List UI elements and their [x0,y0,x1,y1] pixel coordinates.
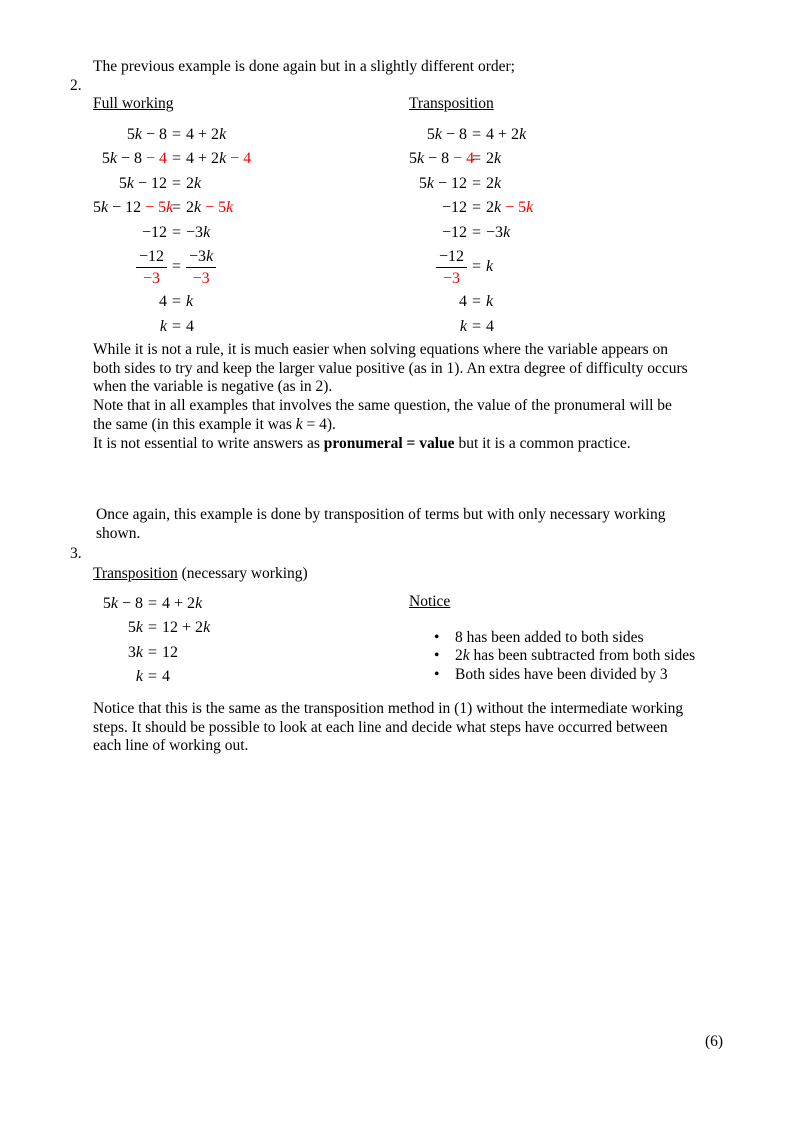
equation-line: 5k − 8 = 4 + 2k [426,125,527,143]
equals-sign: = [172,223,182,241]
notice-bullet-list [409,629,749,685]
equals-sign: = [148,594,158,612]
notice-panel [409,593,749,685]
fraction: $\frac{-3k}{-3}$ [186,247,216,288]
equals-sign: = [472,223,482,241]
section-3-number: 3. [70,545,82,562]
bullet-text: 8 has been added to both sides [455,628,644,646]
transposition-column [409,95,753,339]
equals-sign: = [148,668,158,686]
fraction: $\frac{-12}{-3}$ [136,247,167,288]
transposition-equations [409,123,753,340]
equation-line: 4 = k [159,293,194,311]
text-fragment: but it is a common practice. [454,434,631,452]
equation-line: 5k − 8 = 4 + 2k [102,594,203,612]
equation-line: k = 4 [459,317,495,335]
section-3-intro [96,506,716,543]
text-fragment: = 4). [302,415,336,433]
equation-line: 5k − 12 = 2k [118,174,202,192]
equation-line: 5k − 8 − 4 = 2k [409,150,502,168]
equals-sign: = [148,619,158,637]
equals-sign: = [172,125,182,143]
equals-sign: = [472,199,482,217]
equals-sign: = [472,317,482,335]
discussion-paragraph [93,341,743,453]
equation-line: 5k − 8 = 4 + 2k [126,125,227,143]
variable-k: k [462,647,470,665]
equals-sign: = [472,125,482,143]
section-3-equations [96,592,396,690]
discussion-line: both sides to try and keep the larger value positive (as in 1). An extra degree of difficulty occurs [93,359,688,377]
equals-sign: = [148,643,158,661]
variable-k: k [295,415,303,433]
bullet-item [409,666,749,685]
equals-sign: = [472,258,482,276]
closing-line: steps. It should be possible to look at each line and decide what steps have occurred between [93,718,668,736]
discussion-line: Note that in all examples that involves the same question, the value of the pronumeral will be [93,397,672,415]
closing-paragraph [93,700,743,756]
equals-sign: = [472,174,482,192]
equation-line: 3k = 12 [127,643,179,661]
closing-line: each line of working out. [93,737,249,755]
equation-line: k = 4 [159,317,195,335]
equation-line: 5k − 12 = 2k [418,174,502,192]
discussion-line [93,416,743,435]
intro-line: shown. [96,524,141,542]
text-fragment: the same (in this example it was [93,415,296,433]
equation-line: −12 = −3k [441,223,511,241]
transposition-heading: Transposition [409,95,494,112]
fraction: $\frac{-12}{-3}$ [436,247,467,288]
intro-line: Once again, this example is done by transposition of terms but with only necessary working [96,506,666,523]
equation-line: −12 = −3k [141,223,211,241]
equation-line [93,245,409,290]
text-fragment: It is not essential to write answers as [93,434,324,452]
bullet-text: 2 [455,647,463,665]
equals-sign: = [172,293,182,311]
equation-line: $\frac{-12}{-3}$ = k [409,245,753,290]
full-working-column [93,95,409,339]
bullet-text: has been subtracted from both sides [469,647,696,665]
discussion-line [93,435,743,454]
equation-line: 5k − 12 − 5k = 2k − 5k [93,199,234,217]
page-number: (6) [705,1033,724,1050]
full-working-heading: Full working [93,95,174,112]
section-3-heading [93,565,308,584]
equation-line: k = 4 [135,668,171,686]
equals-sign: = [172,199,182,217]
bullet-text: Both sides have been divided by 3 [455,666,668,684]
equals-sign: = [172,150,182,168]
equation-line: −12 = 2k − 5k [441,199,534,217]
equation-line: 5k − 8 − 4 = 4 + 2k − 4 [101,150,252,168]
bullet-item [409,647,749,666]
heading-suffix: (necessary working) [177,565,308,582]
equals-sign: = [472,150,482,168]
equals-sign: = [172,258,182,276]
equation-line: 4 = k [459,293,494,311]
equals-sign: = [172,317,182,335]
notice-heading: Notice [409,593,451,610]
discussion-line: when the variable is negative (as in 2). [93,378,333,396]
transposition-heading-underlined: Transposition [93,565,178,582]
section-2-number: 2. [70,77,82,94]
full-working-equations [93,123,409,340]
closing-line: Notice that this is the same as the transposition method in (1) without the intermediate working [93,700,684,717]
discussion-line: While it is not a rule, it is much easier when solving equations where the variable appears on [93,341,669,358]
intro-text: The previous example is done again but in a slightly different order; [93,58,515,75]
worked-example-columns [93,95,753,339]
bold-pronumeral-value: pronumeral = value [323,434,455,452]
equation-line: 5k = 12 + 2k [127,619,211,637]
bullet-item [409,629,749,648]
equals-sign: = [472,293,482,311]
equals-sign: = [172,174,182,192]
